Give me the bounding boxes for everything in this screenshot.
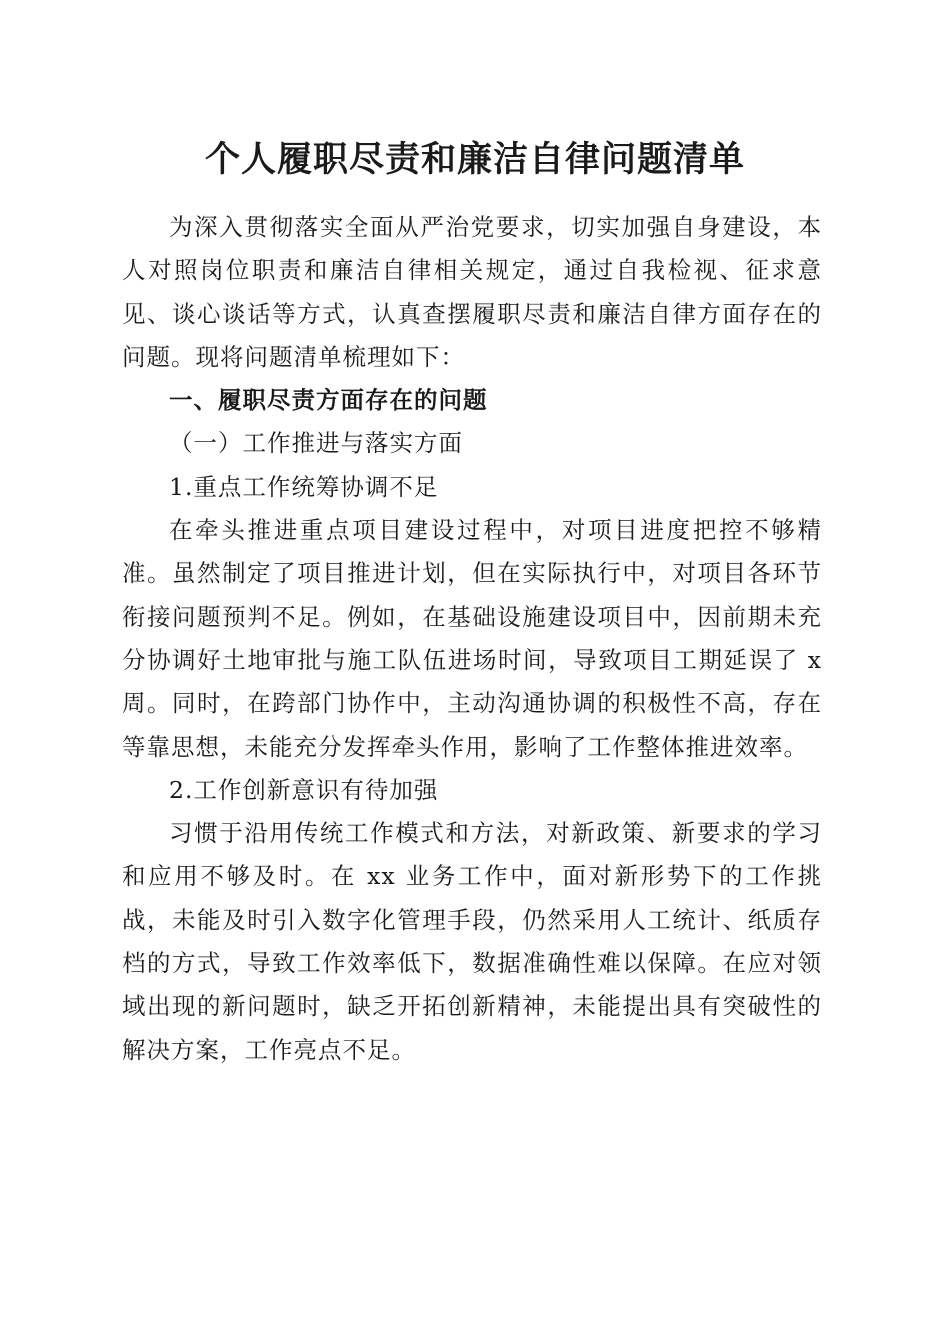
item-heading-2: 2.工作创新意识有待加强 [169,775,439,804]
item-heading-1: 1.重点工作统筹协调不足 [169,472,439,501]
document-body [122,206,822,1072]
item-paragraph-2: 习惯于沿用传统工作模式和方法，对新政策、新要求的学习和应用不够及时。在 xx 业务工作中，面对新形势下的工作挑战，未能及时引入数字化管理手段，仍然采用人工统计、纸质存档的方式，导致工作效率低下，数据准确性难以保障。在应对领域出现的新问题时，缺乏开拓创新精神，未能提出具有突破性的解决方案，工作亮点不足。 [122,819,822,1064]
section-heading-1: 一、履职尽责方面存在的问题 [169,386,488,415]
document-title: 个人履职尽责和廉洁自律问题清单 [204,139,745,180]
subsection-heading-1: （一）工作推进与落实方面 [169,429,463,458]
item-paragraph-1: 在牵头推进重点项目建设过程中，对项目进度把控不够精准。虽然制定了项目推进计划，但在实际执行中，对项目各环节衔接问题预判不足。例如，在基础设施建设项目中，因前期未充分协调好土地审批与施工队伍进场时间，导致项目工期延误了 x 周。同时，在跨部门协作中，主动沟通协调的积极性不高，存在等靠思想，未能充分发挥牵头作用，影响了工作整体推进效率。 [122,516,822,761]
intro-paragraph: 为深入贯彻落实全面从严治党要求，切实加强自身建设，本人对照岗位职责和廉洁自律相关规定，通过自我检视、征求意见、谈心谈话等方式，认真查摆履职尽责和廉洁自律方面存在的问题。现将问题清单梳理如下： [122,213,822,371]
